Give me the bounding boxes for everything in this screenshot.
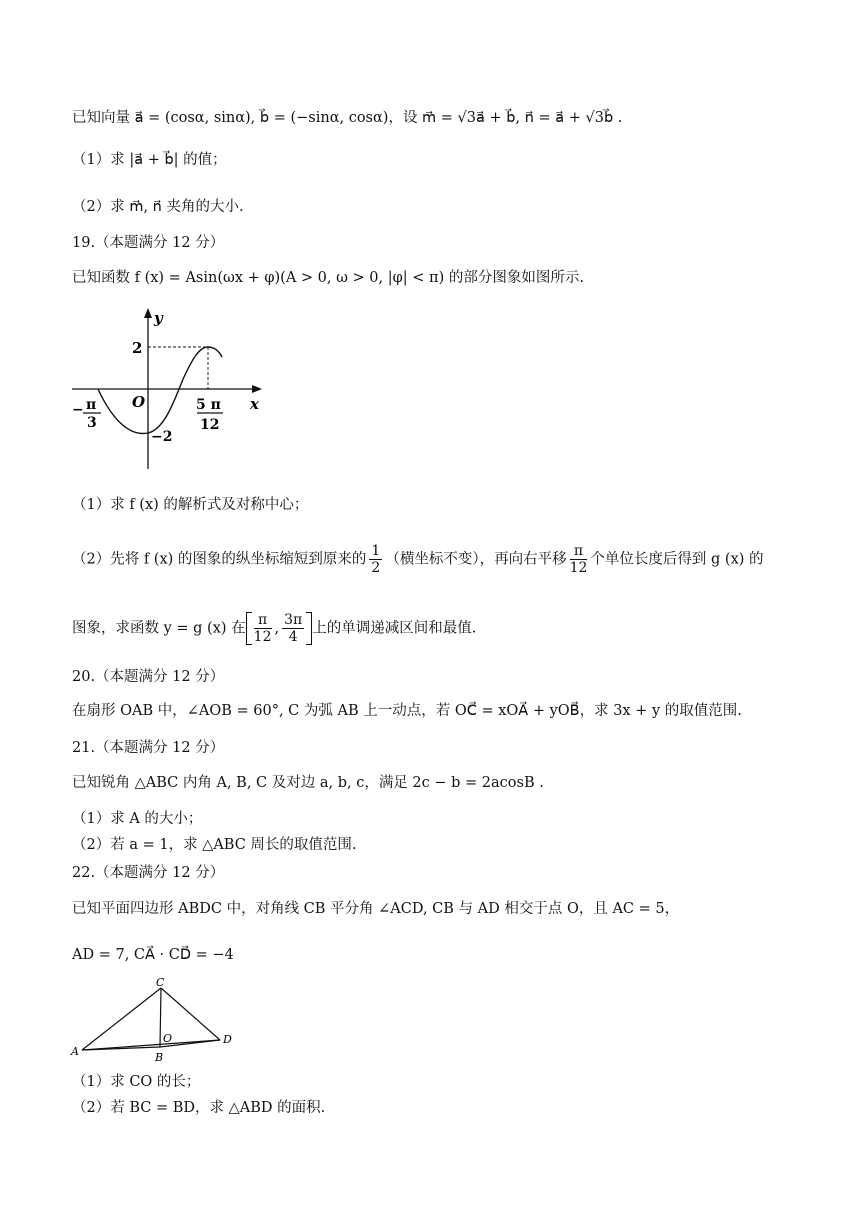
y-axis-label: y [154,309,163,327]
q21-intro: 已知锐角 △ABC 内角 A, B, C 及对边 a, b, c，满足 2c − b = 2acosB . [72,775,544,791]
q19-sine-graph [66,305,276,475]
q18-intro: 已知向量 a⃗ = (cosα, sinα), b⃗ = (−sinα, cosα)，设 m⃗ = √3a⃗ + b⃗, n⃗ = a⃗ + √3b⃗ . [72,110,623,126]
fraction-numerator: 3π [284,612,303,628]
label-o: O [163,1032,173,1045]
q19-part2-line2 [72,612,476,645]
x-axis-label: x [250,395,259,413]
q22-part1: （1）求 CO 的长； [72,1074,201,1090]
q22-intro: 已知平面四边形 ABDC 中，对角线 CB 平分角 ∠ACD, CB 与 AD 相交于点 O，且 AC = 5， [72,901,680,917]
left-tick-minus: − [72,402,84,418]
y-axis-arrow-icon [144,308,152,318]
q20-header: 20.（本题满分 12 分） [72,669,225,685]
q19-fraction-half [369,543,382,576]
q20-text: 在扇形 OAB 中，∠AOB = 60°, C 为弧 AB 上一动点，若 OC⃗ = xOA⃗ + yOB⃗，求 3x + y 的取值范围. [72,703,742,719]
left-tick-numerator: π [86,397,97,413]
fraction-numerator: π [570,543,588,560]
q21-part2: （2）若 a = 1，求 △ABC 周长的取值范围. [72,837,357,853]
x-axis-arrow-icon [252,385,262,393]
left-tick-denominator: 3 [87,415,97,431]
q19-part1: （1）求 f (x) 的解析式及对称中心； [72,497,309,513]
q22-part2: （2）若 BC = BD，求 △ABD 的面积. [72,1100,326,1116]
q19-header: 19.（本题满分 12 分） [72,235,225,251]
interval-left-fraction [254,612,272,645]
min-value-label: −2 [151,429,173,445]
q19-part2-text-a: （2）先将 f (x) 的图象的纵坐标缩短到原来的 [72,551,367,568]
q19-part2-text-e: 上的单调递减区间和最值. [312,620,477,637]
label-a: A [71,1045,79,1058]
label-c: C [156,976,165,989]
segment-cb [160,988,161,1047]
q22-quadrilateral-figure [66,975,246,1065]
right-tick-numerator: 5 π [196,397,221,413]
q21-part1: （1）求 A 的大小； [72,811,203,827]
origin-label: O [132,393,146,411]
q18-part1: （1）求 |a⃗ + b⃗| 的值； [72,152,227,168]
q18-part2: （2）求 m⃗, n⃗ 夹角的大小. [72,199,244,215]
q19-interval: $\frac{\pi}{12}$ , $\frac{3\pi}{4}$ [246,612,313,645]
segment-ac [82,988,161,1050]
segment-ad [82,1040,220,1050]
max-value-label: 2 [132,339,143,357]
q19-part2-text-c: 个单位长度后得到 g (x) 的 [590,551,764,568]
fraction-denominator: 2 [371,560,381,576]
fraction-denominator: 4 [288,629,298,645]
fraction-numerator: π [254,612,272,629]
q22-header: 22.（本题满分 12 分） [72,865,225,881]
q21-header: 21.（本题满分 12 分） [72,740,225,756]
fraction-numerator: 1 [371,543,381,559]
q19-intro: 已知函数 f (x) = Asin(ωx + φ)(A > 0, ω > 0, |φ| < π) 的部分图象如图所示. [72,270,584,286]
q19-part2-text-d: 图象，求函数 y = g (x) 在 [72,620,246,637]
q19-fraction-shift [570,543,588,576]
interval-right-fraction [282,612,304,645]
fraction-denominator: 12 [253,629,272,645]
q19-part2-line1 [72,543,764,576]
fraction-denominator: 12 [569,560,588,576]
right-tick-denominator: 12 [200,417,220,433]
label-d: D [223,1033,232,1046]
q19-part2-text-b: （横坐标不变），再向右平移 [385,551,567,568]
label-b: B [155,1051,164,1064]
q22-condition: AD = 7, CA⃗ · CD⃗ = −4 [72,947,234,963]
